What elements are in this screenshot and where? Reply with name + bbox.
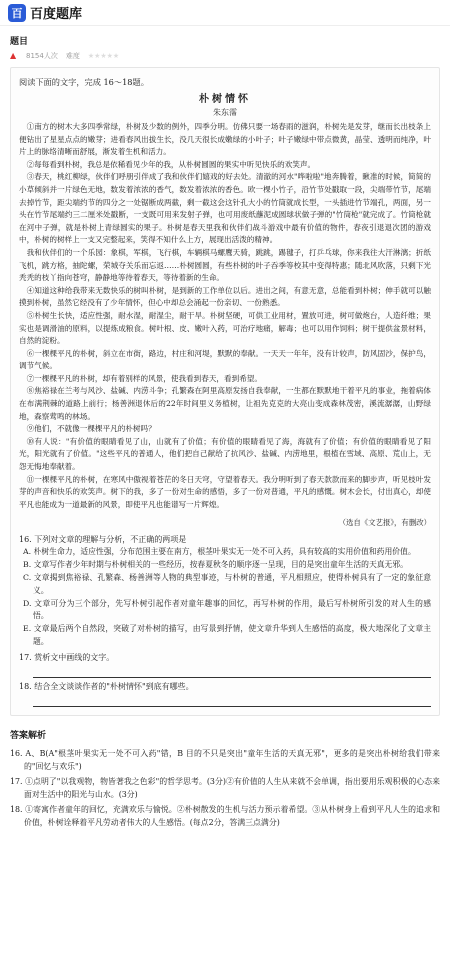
option-a: A. 朴树生命力，适应性强，分布范围主要在南方，根茎叶果实无一处不可入药，具有较高的实用价值和药用价值。 <box>23 547 416 557</box>
question-intro: 阅读下面的文字，完成 16～18题。 <box>19 77 149 87</box>
passage-paragraph: ①南方的树木大多四季常绿，朴树及少数的例外，四季分明。仿佛只要一场春雨的滋润，朴树先是发芽，继而长出枝条上便钻出了星星点点的嫩芽；进看春风出拔生长，没几天很长成嫩绿的小叶子；叶子嫩绿中带点微黄，晶莹、透明而纯净，叶片上的脉络清晰而舒展，渐发着生机和活力。 <box>19 122 431 157</box>
passage-paragraph: ③春天，桃红柳绿，伙伴们呼朋引伴成了我和伙伴们嬉戏的好去处。清澈的河水"哗啦啦"地奔腾着，瞅准的时候，简简的小草倾斜并一片绿色无地，数发着浓浓的香气，数发着浓浓的香色。欧一棵小竹子，沿竹节处戳取一段，尖端带竹节，尾端去掉竹节，距尖端约节的四分之一处锯断成两截，剩一截这会这针孔大小的竹筒就成长型，一头插进竹节端孔，两面，另一头在竹节尾端约三二厘米处戳断，一支既可用来发射子弹，也可用废纸蘸泥成圆球状做子弹的"竹筒枪"就完成了。竹筒枪就在河中子弹，就是朴树上青绿圆实的果子。朴树是春天里我和伙伴们战斗游戏中最有价值的物件，春夜引退退次团的游戏中，朴树的树样上一支又完整起来，笑得不知什么上方，展现出活泼的精神。 <box>19 172 431 245</box>
question-card <box>10 67 440 716</box>
passage-source: （选自《文艺报》，有删改） <box>338 518 431 528</box>
passage-paragraph: ⑧焦裕禄在兰考与风沙、盐碱、内涝斗争；孔繁森在阿里高原发扬自我奉献，一生都在默默地干着平凡的事业，拖着病体在布满荆棘的道路上前行；杨善洲退休后的22年时间里义务植树，让祖先克克的大亮山变成森林茂密，溪流潺潺，山野绿地，森察莺鸣的林场。 <box>19 386 431 421</box>
passage-paragraph: 我和伙伴们的一个乐园：象棋，军棋，飞行棋，车辆棋马螺鹰天骑，跳跳，踢毽子，打乒乓球，你来我往大汗淋漓；折纸飞机，跳方格，抽陀螺，荣城夺关乐而忘返……朴树圆圆，有些朴树的叶子吞季等校其中变得特惠；随北风吹落，只剩下光秃秃的枝丫指向苍穹，静静地等待着春天，等待着新的生命。 <box>19 247 431 283</box>
app-header <box>0 0 450 26</box>
option-b: B. 文章写作者少年时期与朴树相关的一些经历，按春夏秋冬的顺序逐一呈现，目的是突出童年生活的天真无邪。 <box>23 560 408 570</box>
difficulty-stars: ★★★★★ <box>87 52 120 60</box>
passage-author: 朱东霈 <box>213 108 237 117</box>
passage-paragraph: ④知道这种给我带来无数快乐的树叫朴树，是到新的工作单位以后。进出之间，有意无意，总能看到朴树；伸手就可以触摸到朴树，虽然它经没有了少年情怀，但心中却总会涌起一份亲切、一份熟悉。 <box>19 285 431 308</box>
question-16 <box>19 533 431 648</box>
passage-paragraph: ⑥一棵棵平凡的朴树，斜立在市街，路边，村庄和河堤，默默的奉献。一天天一年年，没有计较声，防风固沙，保护鸟，调节气候。 <box>19 348 431 371</box>
passage-paragraph: ⑤朴树生长快，适应性强，耐水湿，耐湿尘，耐干旱。朴树坚硬，可供工业用材，置放可进，树可做炮台，人造纤维；果实也是调滑油的原料，以提炼成粮食。树叶根、皮、嫩叶入药，可治疗地痛，解毒；也可以用作饲料；树干提供盆景材料，自然的淀粉。 <box>19 310 431 346</box>
analysis-item: 16. A、B(A"根茎叶果实无一处不可入药"错，B 目的不只是突出"童年生活的天真无邪"，更多的是突出朴树给我们带来的"回忆与欢乐") <box>10 748 440 771</box>
section-title: 题目 <box>10 37 29 47</box>
answer-line <box>33 666 431 678</box>
passage-title: 朴树情怀 <box>199 94 251 105</box>
passage-paragraph: ⑦一棵棵平凡的朴树，却有着别样的风景，使我看到春天，看到希望。 <box>26 373 262 383</box>
difficulty-label: 难度 <box>65 52 80 60</box>
passage-paragraph: ⑨他们，不就像一棵棵平凡的朴树吗？ <box>26 424 156 434</box>
view-count: 8154人次 <box>26 52 58 60</box>
passage-paragraph: ⑪一棵棵平凡的朴树，在寒风中傲视着苍茫的冬日天穹，守望着春天。我分明听到了春天款款而来的脚步声，听见枝叶发芽的声音和快乐的欢笑声。树下的我，多了一份对生命的感悟，多了一份对普通，平凡的感慨。树木会长，付出真心，却使平凡也能成为一道最新的风景，即使平凡也能谱写一片辉煌。 <box>19 474 431 509</box>
question-17: 17. 赏析文中画线的文字。 <box>19 652 115 662</box>
passage-paragraph: ②每每看到朴树，我总是依稀看见少年的我，从朴树圆圆的果实中听见快乐的欢笑声。 <box>26 159 316 169</box>
analysis-body <box>0 747 450 829</box>
option-d: D. 文章可分为三个部分，先写朴树引起作者对童年趣事的回忆，再写朴树的作用，最后写朴树所引发的对人生的感悟。 <box>23 598 431 621</box>
analysis-item: 18. ①寄寓作者童年的回忆，充满欢乐与愉悦。②朴树散发的生机与活力预示着希望。③从朴树身上看到平凡人生的追求和价值，朴树诠释着平凡劳动者伟大的人生感悟。(每点2分，答满三点满分) <box>10 804 440 827</box>
baidu-logo-icon: 百 <box>8 4 26 22</box>
passage-paragraph: ⑩有人说："有价值的眼睛看见了山，山就有了价值；有价值的眼睛看见了海，海就有了价值；有价值的眼睛看见了阳光，阳光就有了价值。"这些平凡的普通人，他们把自己献给了抗风沙、盐碱、内涝地里，根植在雪域、高原、荒山上，无怨无悔地奉献着。 <box>19 436 431 472</box>
brand[interactable] <box>8 3 82 22</box>
question-18: 18. 结合全文谈谈作者的"朴树情怀"到底有哪些。 <box>19 681 194 691</box>
meta-row <box>0 51 450 67</box>
question-16-stem: 16. 下列对文章的理解与分析，不正确的两项是 <box>19 535 187 545</box>
analysis-title: 答案解析 <box>10 730 47 741</box>
answer-line <box>33 695 431 707</box>
analysis-item: 17. ①点明了"以我观物，物皆著我之色彩"的哲学思考。(3分)②有价值的人生从来就不会单调，指出要用乐观积极的心态来面对生活中的阳光与山水。(3分) <box>10 776 440 799</box>
option-e: E. 文章最后两个自然段，突破了对朴树的描写，由写景到抒情，使文章升华到人生感悟的高度，极大地深化了文章主题。 <box>23 624 431 646</box>
flag-icon: ▲ <box>10 51 17 60</box>
brand-name: 百度题库 <box>30 7 83 22</box>
option-c: C. 文章揭到焦裕禄、孔繁森、杨善洲等人物的典型事迹，与朴树的普通，平凡相照应，使得朴树具有了一定的象征意义。 <box>23 573 431 595</box>
